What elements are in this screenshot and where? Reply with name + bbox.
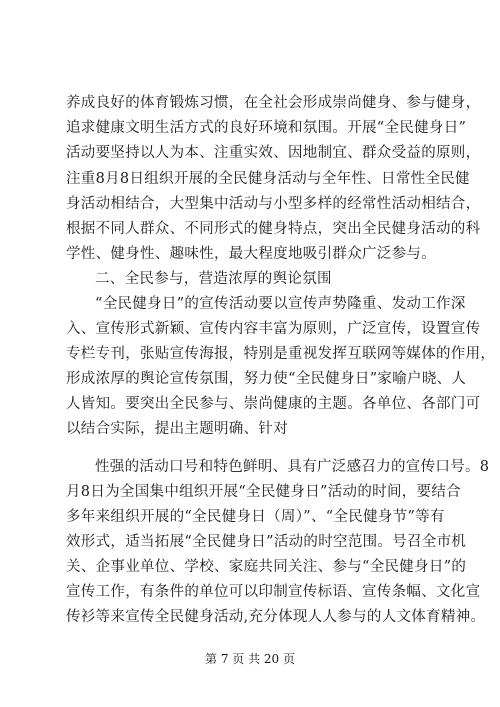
paragraph-2-line-1: “全民健身日”的宣传活动要以宣传声势隆重、发动工作深 [95,296,466,312]
paragraph-3-line-1: 性强的活动口号和特色鲜明、具有广泛感召力的宣传口号。8 [95,459,490,475]
paragraph-2-line-2: 入、宣传形式新颖、宣传内容丰富为原则，广泛宣传，设置宣传 [66,321,481,337]
paragraph-3-line-3: 多年来组织开展的“全民健身日（周）”、“全民健身节”等有 [66,509,445,525]
paragraph-2-line-6: 以结合实际，提出主题明确、针对 [66,421,288,437]
paragraph-3-line-4: 效形式，适当拓展“全民健身日”活动的时空范围。号召全市机 [66,534,467,550]
paragraph-1-line-6: 根据不同人群众、不同形式的健身特点，突出全民健身活动的科 [66,221,481,237]
paragraph-1-line-1: 养成良好的体育锻炼习惯，在全社会形成崇尚健身、参与健身， [66,95,481,111]
section-heading: 二、全民参与，营造浓厚的舆论氛围 [95,271,332,287]
paragraph-3-line-6: 宣传工作，有条件的单位可以印制宣传标语、宣传条幅、文化宣 [66,584,481,600]
paragraph-1-line-2: 追求健康文明生活方式的良好环境和氛围。开展“全民健身日” [66,120,467,136]
paragraph-3-line-5: 关、企事业单位、学校、家庭共同关注、参与“全民健身日”的 [66,559,467,575]
paragraph-3-line-2: 月8日为全国集中组织开展“全民健身日”活动的时间，要结合 [66,484,461,500]
paragraph-1-line-5: 身活动相结合，大型集中活动与小型多样的经常性活动相结合， [66,196,481,212]
page-number-footer: 第 7 页 共 20 页 [205,652,295,666]
paragraph-2-line-3: 专栏专刊，张贴宣传海报，特别是重视发挥互联网等媒体的作用， [66,346,496,362]
paragraph-1-line-3: 活动要坚持以人为本、注重实效、因地制宜、群众受益的原则， [66,145,481,161]
paragraph-2-line-5: 人皆知。要突出全民参与、崇尚健康的主题。各单位、各部门可 [66,396,481,412]
paragraph-2-line-4: 形成浓厚的舆论宣传氛围，努力使“全民健身日”家喻户晓、人 [66,371,467,387]
paragraph-1-line-4: 注重8月8日组织开展的全民健身活动与全年性、日常性全民健 [66,171,470,187]
paragraph-3-line-7: 传衫等来宣传全民健身活动,充分体现人人参与的人文体育精神。 [66,609,486,625]
paragraph-1-line-7: 学性、健身性、趣味性，最大程度地吸引群众广泛参与。 [66,246,436,262]
